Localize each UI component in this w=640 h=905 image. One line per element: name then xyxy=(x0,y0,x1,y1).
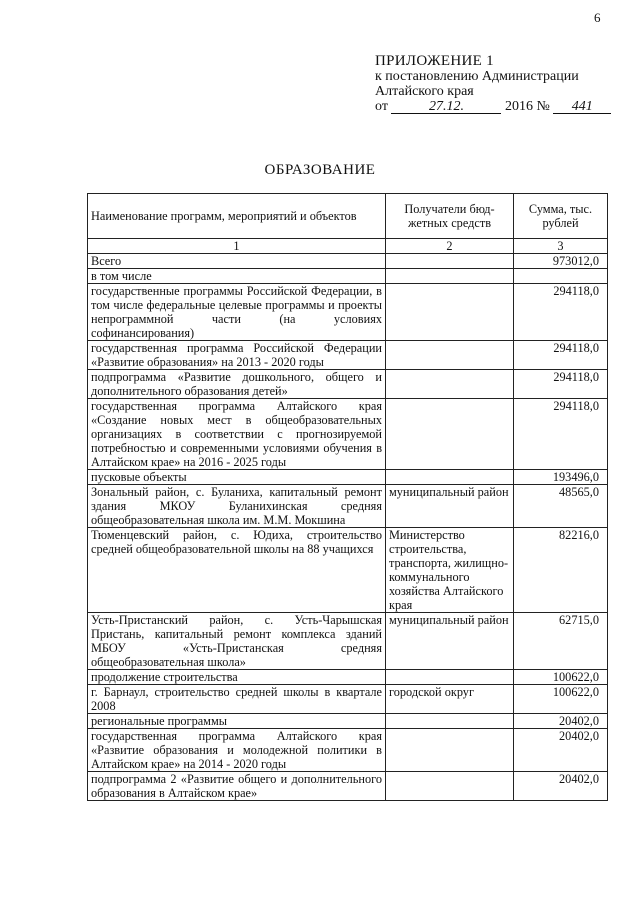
row-recipient: Министерство строительства, транспорта, жилищно-коммунального хозяйства Алтайского края xyxy=(386,528,514,613)
header-programs: Наименование программ, мероприятий и объектов xyxy=(88,194,386,239)
appendix-block xyxy=(375,54,615,114)
budget-table xyxy=(87,193,608,801)
table-row xyxy=(88,284,608,341)
decree-number: 441 xyxy=(553,100,611,114)
table-header-row xyxy=(88,194,608,239)
row-name: продолжение строительства xyxy=(88,670,386,685)
row-amount: 294118,0 xyxy=(514,370,608,399)
row-name: Зональный район, с. Буланиха, капитальный ремонт здания МКОУ Буланихинская средняя общеобразовательная школа им. М.М. Мокшина xyxy=(88,485,386,528)
page-number: 6 xyxy=(594,10,601,25)
row-amount: 100622,0 xyxy=(514,670,608,685)
row-amount: 20402,0 xyxy=(514,772,608,801)
column-number: 3 xyxy=(514,239,608,254)
row-recipient: муниципальный район xyxy=(386,613,514,670)
row-amount: 62715,0 xyxy=(514,613,608,670)
row-name: пусковые объекты xyxy=(88,470,386,485)
row-amount: 973012,0 xyxy=(514,254,608,269)
row-amount: 100622,0 xyxy=(514,685,608,714)
row-name: подпрограмма «Развитие дошкольного, общего и дополнительного образования детей» xyxy=(88,370,386,399)
table-row xyxy=(88,528,608,613)
table-row xyxy=(88,485,608,528)
row-name: подпрограмма 2 «Развитие общего и дополнительного образования в Алтайском крае» xyxy=(88,772,386,801)
row-recipient xyxy=(386,470,514,485)
row-recipient: муниципальный район xyxy=(386,485,514,528)
row-amount: 20402,0 xyxy=(514,714,608,729)
table-row xyxy=(88,399,608,470)
table-row xyxy=(88,269,608,284)
from-label: от xyxy=(375,99,388,114)
row-recipient xyxy=(386,729,514,772)
table-row xyxy=(88,613,608,670)
row-recipient xyxy=(386,269,514,284)
row-amount: 193496,0 xyxy=(514,470,608,485)
table-row xyxy=(88,341,608,370)
row-recipient: городской округ xyxy=(386,685,514,714)
header-recipients: Получатели бюд-жетных средств xyxy=(386,194,514,239)
row-recipient xyxy=(386,370,514,399)
row-recipient xyxy=(386,714,514,729)
row-name: Усть-Пристанский район, с. Усть-Чарышская Пристань, капитальный ремонт комплекса зданий МБОУ «Усть-Пристанская средняя общеобразовательная школа» xyxy=(88,613,386,670)
row-name: государственная программа Алтайского края «Создание новых мест в общеобразовательных организациях в соответствии с прогнозируемой потребностью и современными условиями обучения в Алтайском крае» на 2016 - 2025 годы xyxy=(88,399,386,470)
column-number: 1 xyxy=(88,239,386,254)
row-recipient xyxy=(386,341,514,370)
row-name: г. Барнаул, строительство средней школы в квартале 2008 xyxy=(88,685,386,714)
appendix-line-1: к постановлению Администрации xyxy=(375,69,579,84)
row-amount: 20402,0 xyxy=(514,729,608,772)
table-row xyxy=(88,670,608,685)
row-recipient xyxy=(386,284,514,341)
appendix-dateline xyxy=(375,99,615,114)
decree-year: 2016 № xyxy=(504,99,550,114)
table-row xyxy=(88,370,608,399)
decree-date: 27.12. xyxy=(391,100,501,114)
table-row xyxy=(88,470,608,485)
row-amount: 48565,0 xyxy=(514,485,608,528)
table-row xyxy=(88,254,608,269)
row-amount: 294118,0 xyxy=(514,341,608,370)
row-recipient xyxy=(386,254,514,269)
row-name: Тюменцевский район, с. Юдиха, строительство средней общеобразовательной школы на 88 учащихся xyxy=(88,528,386,613)
table-row xyxy=(88,729,608,772)
column-number-row xyxy=(88,239,608,254)
row-name: государственная программа Алтайского края «Развитие образования и молодежной политики в Алтайском крае» на 2014 - 2020 годы xyxy=(88,729,386,772)
appendix-title: ПРИЛОЖЕНИЕ 1 xyxy=(375,53,494,69)
row-name: региональные программы xyxy=(88,714,386,729)
row-recipient xyxy=(386,772,514,801)
row-name: в том числе xyxy=(88,269,386,284)
row-name: государственная программа Российской Федерации «Развитие образования» на 2013 - 2020 годы xyxy=(88,341,386,370)
row-name: государственные программы Российской Федерации, в том числе федеральные целевые программы и проекты непрограммной части (на условиях софинансирования) xyxy=(88,284,386,341)
row-amount: 294118,0 xyxy=(514,399,608,470)
row-amount: 294118,0 xyxy=(514,284,608,341)
row-name: Всего xyxy=(88,254,386,269)
row-recipient xyxy=(386,399,514,470)
row-amount: 82216,0 xyxy=(514,528,608,613)
row-recipient xyxy=(386,670,514,685)
table-row xyxy=(88,714,608,729)
table-row xyxy=(88,685,608,714)
header-amount: Сумма, тыс. рублей xyxy=(514,194,608,239)
section-title: ОБРАЗОВАНИЕ xyxy=(264,162,376,178)
table-row xyxy=(88,772,608,801)
appendix-line-2: Алтайского края xyxy=(375,84,474,99)
row-amount xyxy=(514,269,608,284)
column-number: 2 xyxy=(386,239,514,254)
